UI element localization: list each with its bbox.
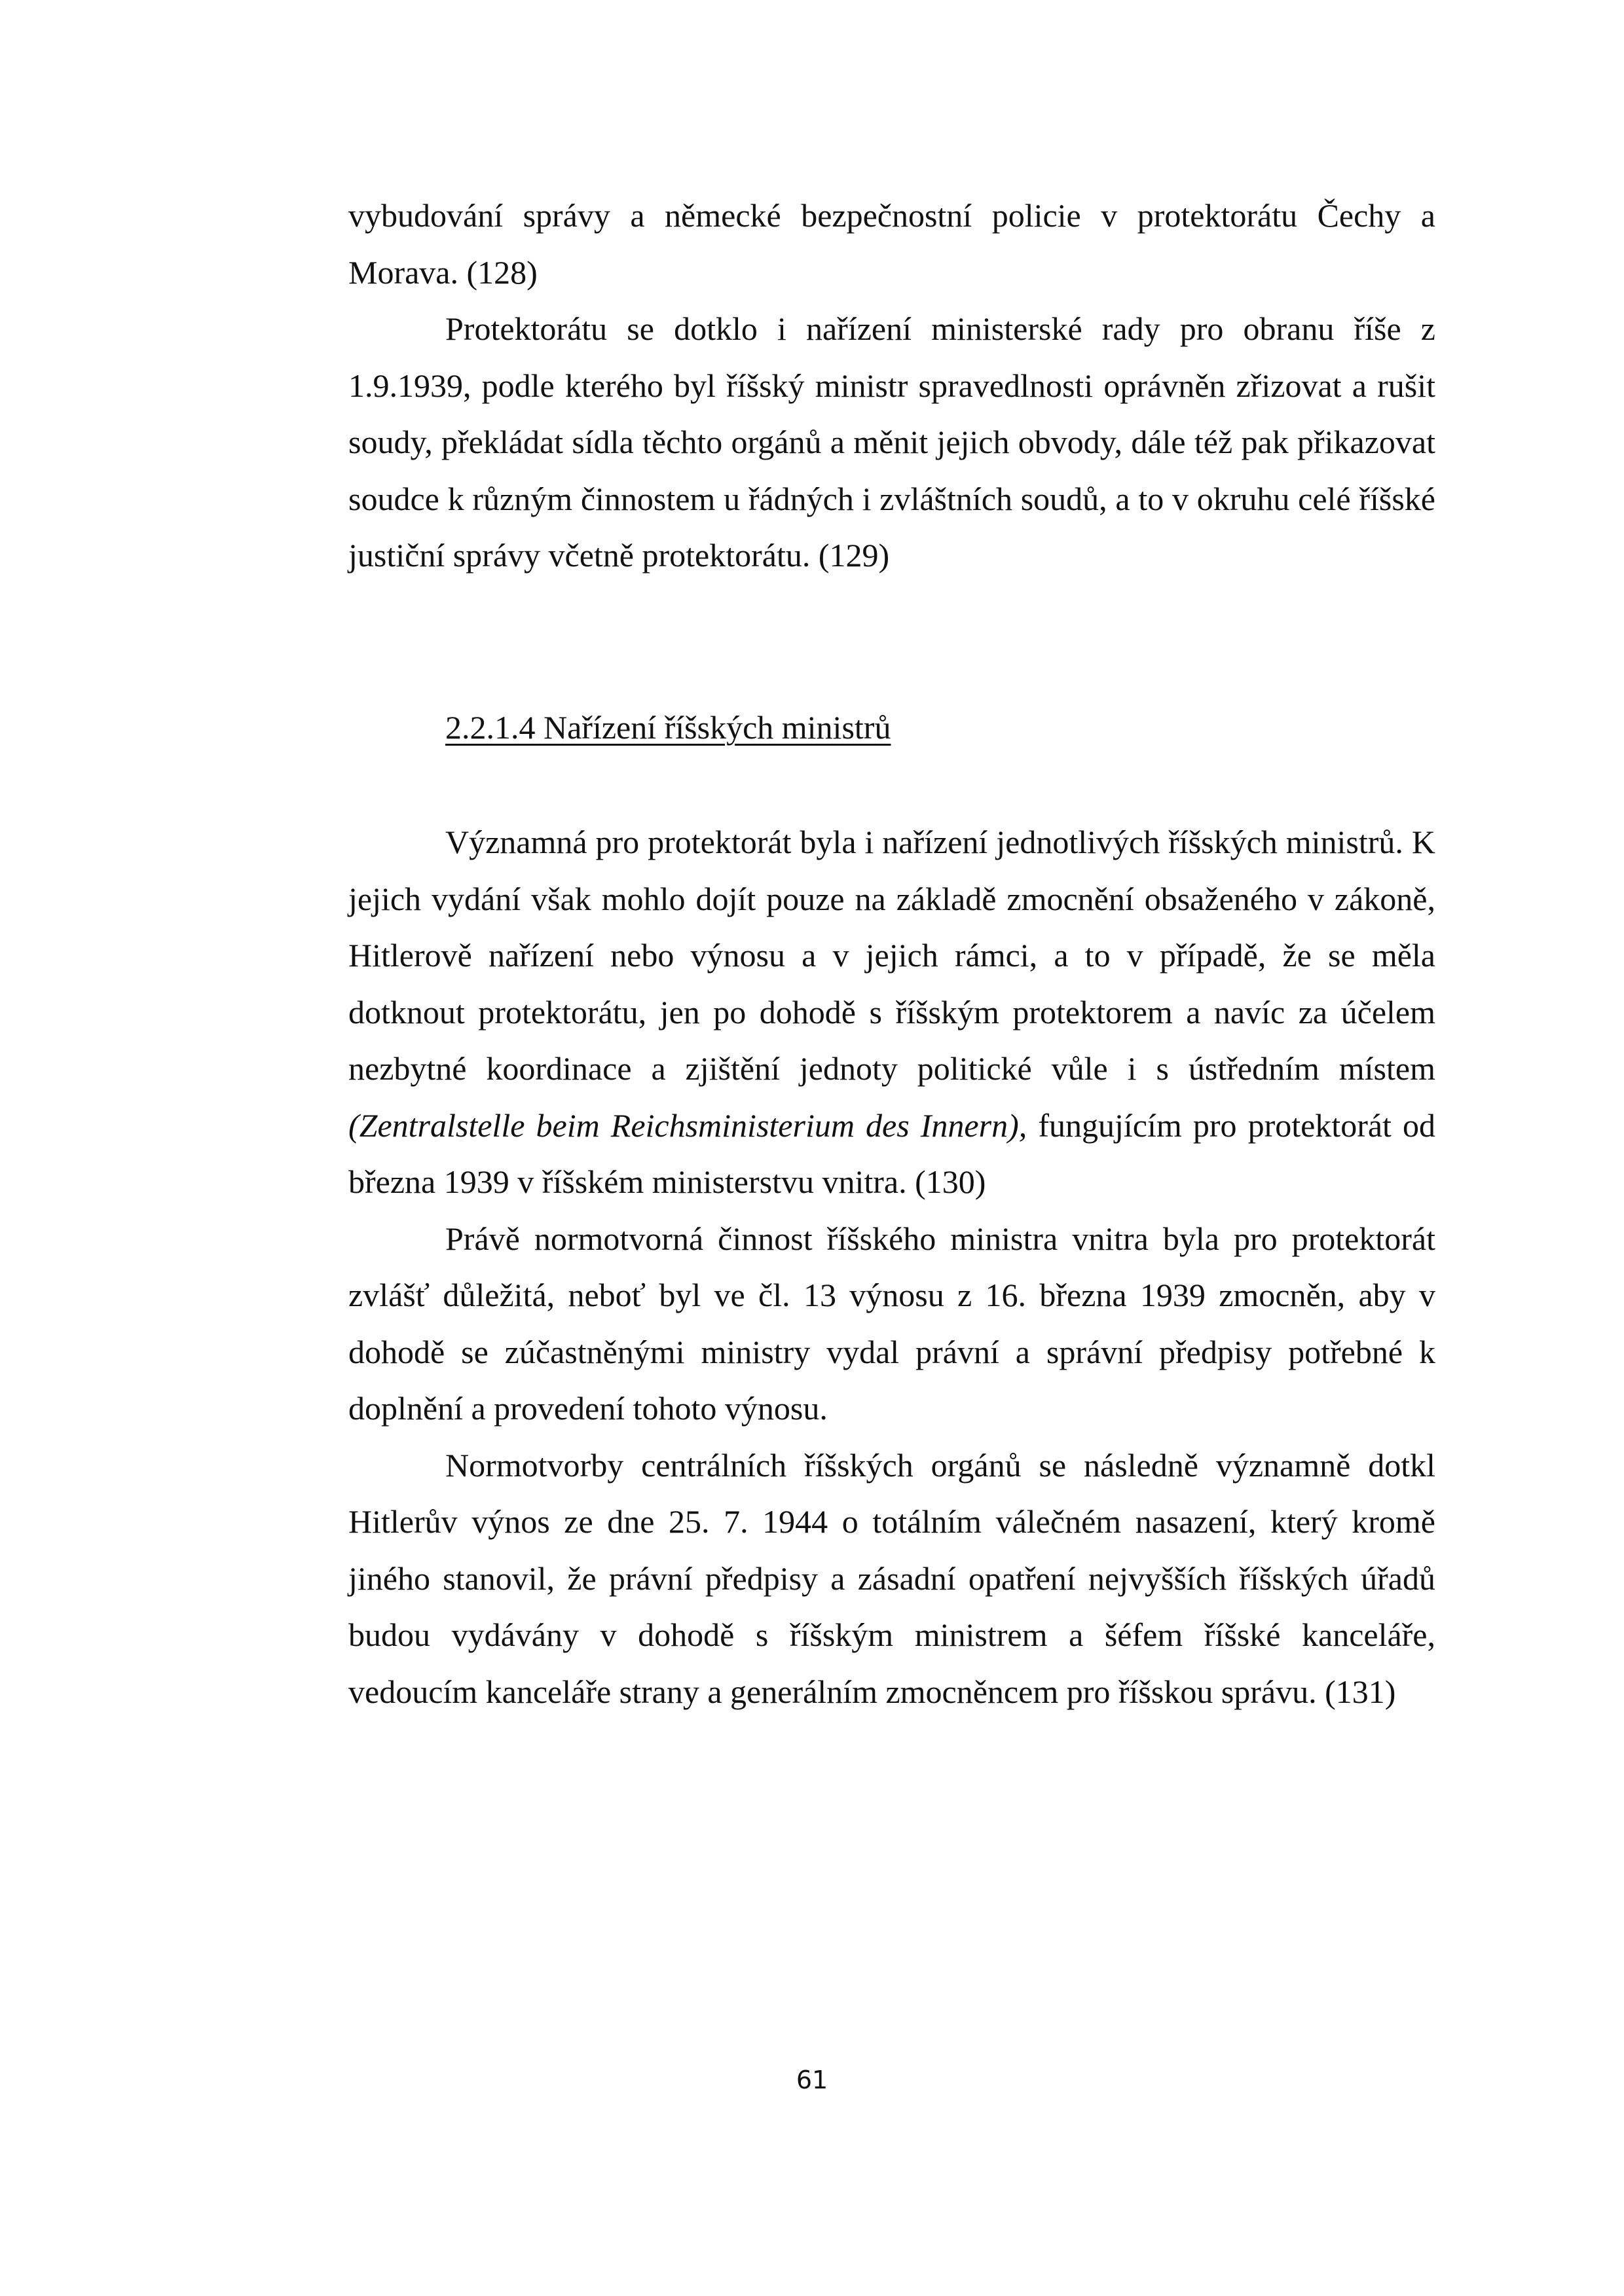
continuation-text [348, 187, 1435, 584]
paragraph-hitler-decree: Normotvorby centrálních říšských orgánů se následně významně dotkl Hitlerův výnos ze dne 25. 7. 1944 o totálním válečném nasazení, který kromě jiného stanovil, že právní předpisy a zásadní opatření nejvyšších říšských úřadů budou vydávány v dohodě s říšským ministrem a šéfem říšské kanceláře, vedoucím kanceláře strany a generálním zmocněncem pro říšskou správu. (131) [348, 1446, 1435, 1710]
page-number: 61 [796, 2066, 828, 2094]
paragraph-continued: vybudování správy a německé bezpečnostní policie v protektorátu Čechy a Morava. (128) [348, 197, 1435, 291]
paragraph-text-part1: Významná pro protektorát byla i nařízení jednotlivých říšských ministrů. K jejich vydání však mohlo dojít pouze na základě zmocnění obsaženého v zákoně, Hitlerově nařízení nebo výnosu a v jejich rámci, a to v případě, že se měla dotknout protektorátu, jen po dohodě s říšským protektorem a navíc za účelem nezbytné koordinace a zjištění jednoty politické vůle i s ústředním místem [348, 824, 1435, 1087]
section-heading: 2.2.1.4 Nařízení říšských ministrů [445, 709, 891, 746]
section-body [348, 814, 1435, 1720]
paragraph-interior-minister: Právě normotvorná činnost říšského ministra vnitra byla pro protektorát zvlášť důležitá, neboť byl ve čl. 13 výnosu z 16. března 1939 zmocněn, aby v dohodě se zúčastněnými ministry vydal právní a správní předpisy potřebné k doplnění a provedení tohoto výnosu. [348, 1220, 1435, 1427]
paragraph-reich-ministers [348, 814, 1435, 1211]
paragraph-text-part2: fungujícím pro protektorát od března 1939 v říšském ministerstvu vnitra. (130) [348, 1106, 1436, 1200]
paragraph-council-decree: Protektorátu se dotklo i nařízení ministerské rady pro obranu říše z 1.9.1939, podle kterého byl říšský ministr spravedlnosti oprávněn zřizovat a rušit soudy, překládat sídla těchto orgánů a měnit jejich obvody, dále též pak přikazovat soudce k různým činnostem u řádných i zvláštních soudů, a to v okruhu celé říšské justiční správy včetně protektorátu. (129) [348, 310, 1435, 574]
italic-term: (Zentralstelle beim Reichsministerium des Innern), [348, 1106, 1027, 1144]
